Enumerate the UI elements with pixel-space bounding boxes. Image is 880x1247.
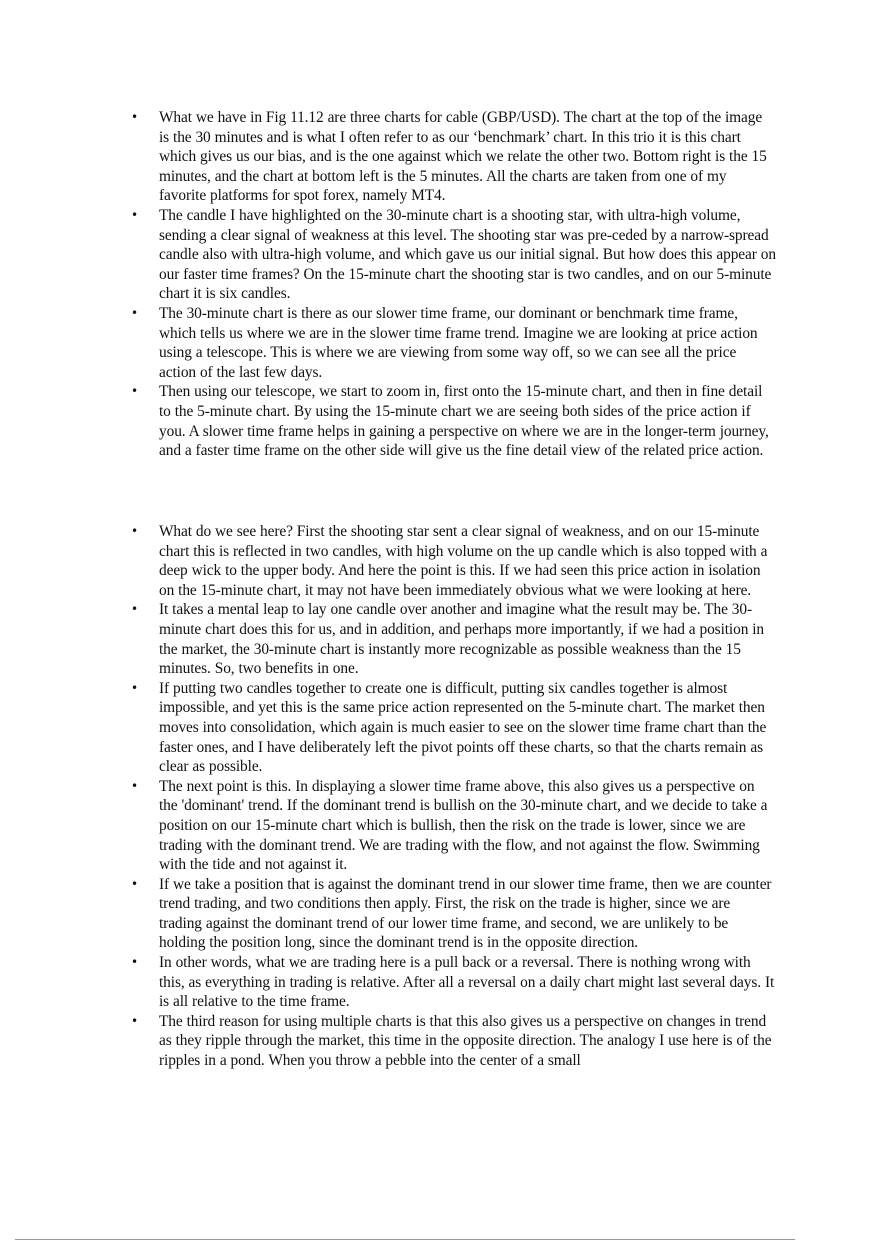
list-item [131,953,776,1012]
list-item-text: The next point is this. In displaying a slower time frame above, this also gives us a perspective on the 'dominant' trend. If the dominant trend is bullish on the 30-minute chart, and we decide to take a position on our 15-minute chart which is bullish, then the risk on the trade is lower, since we are trading with the dominant trend. We are trading with the flow, and not against the flow. Swimming with the tide and not against it. [159,777,768,874]
list-item [131,777,776,875]
bullet-list-bottom [131,522,776,1071]
list-item-text: Then using our telescope, we start to zoom in, first onto the 15-minute chart, and then in fine detail to the 5-minute chart. By using the 15-minute chart we are seeing both sides of the price action if you. A slower time frame helps in gaining a perspective on where we are in the longer-term journey, and a faster time frame on the other side will give us the fine detail view of the related price action. [159,383,769,460]
bullet-icon: • [131,876,138,891]
list-item-text: If we take a position that is against the dominant trend in our slower time frame, then we are counter trend trading, and two conditions then apply. First, the risk on the trade is higher, since we are trading against the dominant trend of our lower time frame, and second, we are unlikely to be holding the position long, since the dominant trend is in the opposite direction. [159,875,772,952]
list-item-text: What do we see here? First the shooting star sent a clear signal of weakness, and on our 15-minute chart this is reflected in two candles, with high volume on the up candle which is also topped with a deep wick to the upper body. And here the point is this. If we had seen this price action in isolation on the 15-minute chart, it may not have been immediately obvious what we were looking at here. [159,523,768,599]
list-item-text: The third reason for using multiple charts is that this also gives us a perspective on changes in trend as they ripple through the market, this time in the opposite direction. The analogy I use here is of the ripples in a pond. When you throw a pebble into the center of a small [159,1012,772,1070]
bullet-icon: • [131,110,138,124]
list-item [131,1012,776,1071]
bullet-icon: • [131,384,138,399]
bullet-icon: • [131,305,138,320]
list-item-text: The 30-minute chart is there as our slower time frame, our dominant or benchmark time frame, which tells us where we are in the slower time frame trend. Imagine we are looking at price action using a telescope. This is where we are viewing from some way off, so we can see all the price action of the last few days. [159,304,758,381]
list-item-text: If putting two candles together to create one is difficult, putting six candles together is almost impossible, and yet this is the same price action represented on the 5-minute chart. The market then moves into consolidation, which again is much easier to see on the slower time frame chart than the faster ones, and I have deliberately left the pivot points off these charts, so that the charts remain as clear as possible. [159,679,767,776]
list-item-text: What we have in Fig 11.12 are three charts for cable (GBP/USD). The chart at the top of the image is the 30 minutes and is what I often refer to as our ‘benchmark’ chart. In this trio it is this chart which gives us our bias, and is the one against which we relate the other two. Bottom right is the 15 minutes, and the chart at bottom left is the 5 minutes. All the charts are taken from one of my favorite platforms for spot forex, namely MT4. [159,109,767,205]
list-item [131,875,776,953]
bullet-icon: • [131,680,138,695]
bullet-icon: • [131,207,138,222]
list-item [131,206,776,304]
list-item [131,522,776,600]
list-item [131,679,776,777]
bullet-icon: • [131,778,138,793]
footer-divider [15,1239,795,1240]
list-item [131,600,776,678]
list-item [131,304,776,382]
bullet-icon: • [131,1013,138,1028]
list-item [131,382,776,460]
bullet-list-top [131,108,776,461]
bullet-icon: • [131,602,138,617]
bullet-icon: • [131,955,138,970]
list-item-text: It takes a mental leap to lay one candle over another and imagine what the result may be. The 30-minute chart does this for us, and in addition, and perhaps more importantly, if we had a position in the market, the 30-minute chart is instantly more recognizable as possible weakness than the 15 minutes. So, two benefits in one. [159,601,765,678]
bullet-icon: • [131,524,138,538]
list-item [131,108,776,206]
list-item-text: The candle I have highlighted on the 30-minute chart is a shooting star, with ultra-high volume, sending a clear signal of weakness at this level. The shooting star was pre-ceded by a narrow-spread candle also with ultra-high volume, and which gave us our initial signal. But how does this appear on our faster time frames? On the 15-minute chart the shooting star is two candles, and on our 5-minute chart it is six candles. [159,206,776,303]
list-item-text: In other words, what we are trading here is a pull back or a reversal. There is nothing wrong with this, as everything in trading is relative. After all a reversal on a daily chart might last several days. It is all relative to the time frame. [159,954,775,1011]
